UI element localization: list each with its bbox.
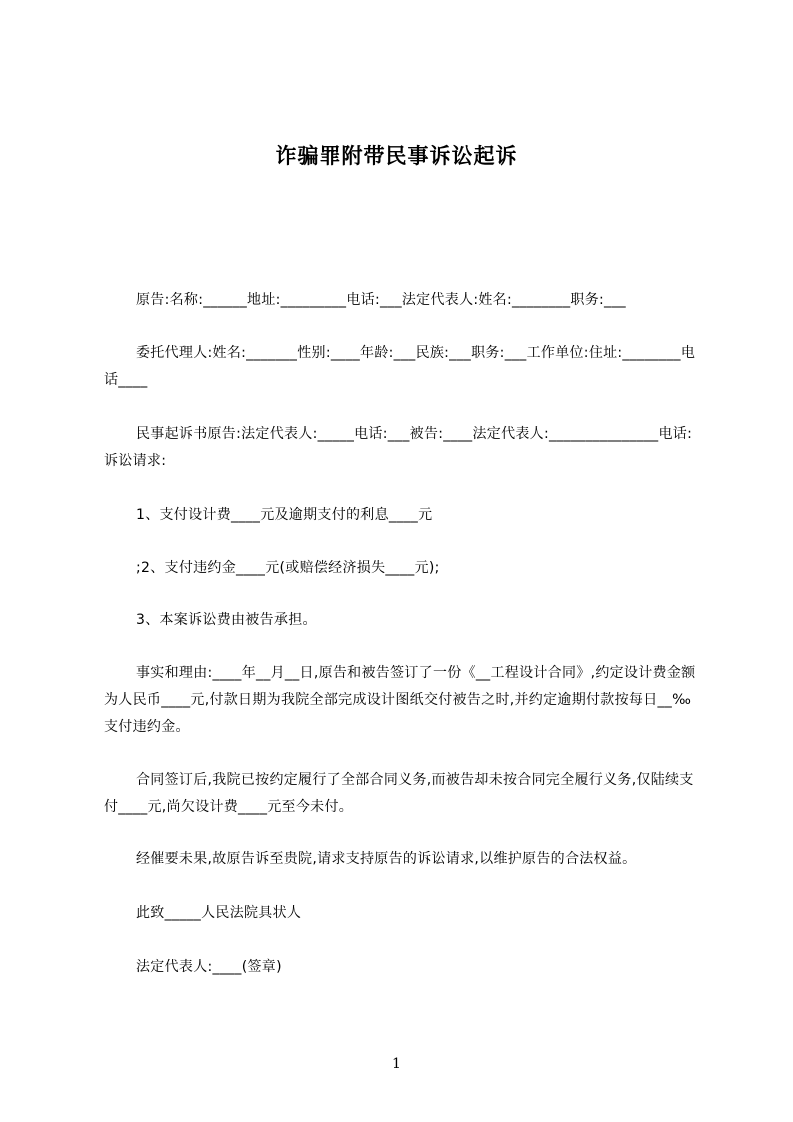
request-paragraph: 经催要未果,故原告诉至贵院,请求支持原告的诉讼请求,以维护原告的合法权益。 xyxy=(136,851,637,867)
plaintiff-info-paragraph: 原告:名称:______地址:_________电话:___法定代表人:姓名:________职务:___ xyxy=(136,292,626,308)
page-number: 1 xyxy=(392,1056,401,1072)
claim-item-2: ;2、支付违约金____元(或赔偿经济损失____元); xyxy=(136,560,440,576)
complaint-parties-paragraph: 民事起诉书原告:法定代表人:_____电话:___被告:____法定代表人:_______________电话:诉讼请求: xyxy=(104,426,693,469)
salutation-line: 此致_____人民法院具状人 xyxy=(136,905,302,921)
contract-performance-paragraph: 合同签订后,我院已按约定履行了全部合同义务,而被告却未按合同完全履行义务,仅陆续支付____元,尚欠设计费____元至今未付。 xyxy=(104,772,694,815)
claim-item-3: 3、本案诉讼费由被告承担。 xyxy=(136,612,317,628)
agent-info-paragraph: 委托代理人:姓名:_______性别:____年龄:___民族:___职务:___工作单位:住址:________电话____ xyxy=(104,345,696,388)
document-title: 诈骗罪附带民事诉讼起诉 xyxy=(275,144,518,168)
signature-line: 法定代表人:____(签章) xyxy=(136,959,282,975)
facts-and-reasons-paragraph: 事实和理由:____年__月__日,原告和被告签订了一份《__工程设计合同》,约定设计费金额为人民币____元,付款日期为我院全部完成设计图纸交付被告之时,并约定逾期付款按每日__‰支付违约金。 xyxy=(104,665,696,735)
claim-item-1: 1、支付设计费____元及逾期支付的利息____元 xyxy=(136,507,433,523)
